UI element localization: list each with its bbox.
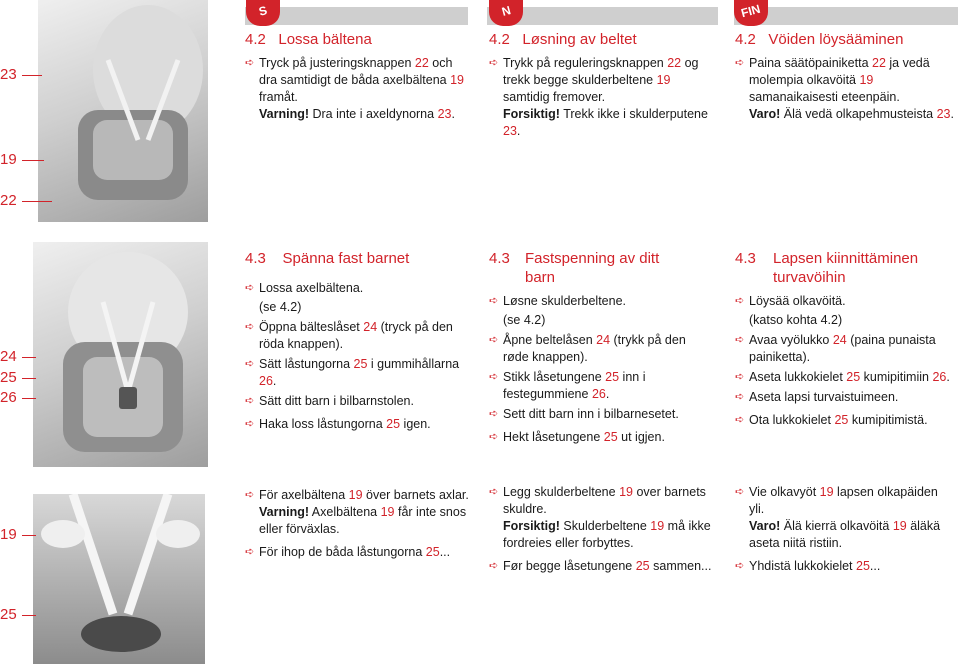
section-42-fi-step-1: ➪ Paina säätöpainiketta 22 ja vedä molempia olkavöitä 19 samanaikaisesti eteenpäin.: [735, 55, 955, 106]
callout-25: 25: [0, 369, 17, 386]
section-43-sv-step-3: ➪ Sätt låstungorna 25 i gummihållarna 26.: [245, 356, 470, 390]
section-43-sv-ref: (se 4.2): [259, 300, 302, 314]
callout-19: 19: [0, 151, 17, 168]
lang-tab-no: N: [489, 0, 523, 26]
section-43-no-title: 4.3 Fastspenning av ditt barn: [489, 250, 660, 286]
section-43-fi-step-4: ➪ Aseta lapsi turvaistuimeen.: [735, 389, 955, 406]
section-43-fi-step-2: ➪ Avaa vyölukko 24 (paina punaista painiketta).: [735, 332, 955, 366]
callout-line-24: [22, 357, 36, 358]
section-43-no-ref: (se 4.2): [503, 313, 546, 327]
callout-24: 24: [0, 348, 17, 365]
section-42-fi-warning: Varo! Älä vedä olkapehmusteista 23.: [749, 107, 954, 121]
section-43-no-step-5: ➪ Hekt låsetungene 25 ut igjen.: [489, 429, 714, 446]
section-44-no: [489, 484, 714, 577]
section-43-sv: [245, 249, 470, 435]
callout-line-19-bottom: [22, 535, 36, 536]
section-43-fi-ref: (katso kohta 4.2): [749, 313, 843, 327]
section-44-sv-step-2: ➪ För ihop de båda låstungorna 25...: [245, 544, 470, 561]
section-44-fi-warning: Varo! Älä kierrä olkavöitä 19 äläkä aseta niitä ristiin.: [749, 519, 941, 550]
section-42-no-title: 4.2 Løsning av beltet: [489, 31, 637, 48]
callout-line-25: [22, 378, 36, 379]
section-43-no: [489, 249, 714, 448]
section-43-fi-step-1: ➪ Löysää olkavöitä.: [735, 293, 955, 310]
section-43-fi-step-5: ➪ Ota lukkokielet 25 kumipitimistä.: [735, 412, 955, 429]
section-44-fi: [735, 484, 955, 577]
section-42-fi-title: 4.2 Vöiden löysääminen: [735, 31, 904, 48]
section-44-sv-step-1: ➪ För axelbältena 19 över barnets axlar.: [245, 487, 470, 504]
section-44-sv-warning: Varning! Axelbältena 19 får inte snos eller förväxlas.: [259, 505, 467, 536]
photo-shoulder-belts: [33, 494, 205, 664]
photo-loosen-belts: [38, 0, 208, 222]
section-42-sv-step-1: ➪ Tryck på justeringsknappen 22 och dra samtidigt de båda axelbältena 19 framåt.: [245, 55, 470, 106]
section-44-no-step-1: ➪ Legg skulderbeltene 19 over barnets skuldre.: [489, 484, 714, 518]
section-42-sv: [245, 30, 470, 126]
section-43-sv-step-2: ➪ Öppna bälteslåset 24 (tryck på den röda knappen).: [245, 319, 470, 353]
section-43-sv-title: 4.3 Spänna fast barnet: [245, 250, 410, 267]
section-43-fi: [735, 249, 955, 431]
callout-23: 23: [0, 66, 17, 83]
section-43-fi-step-3: ➪ Aseta lukkokielet 25 kumipitimiin 26.: [735, 369, 955, 386]
lang-tab-sv: S: [246, 0, 280, 26]
section-43-no-step-2: ➪ Åpne beltelåsen 24 (trykk på den røde knappen).: [489, 332, 714, 366]
callout-line-26: [22, 398, 36, 399]
section-44-fi-step-1: ➪ Vie olkavyöt 19 lapsen olkapäiden yli.: [735, 484, 955, 518]
section-44-no-warning: Forsiktig! Skulderbeltene 19 må ikke fordreies eller forbyttes.: [503, 519, 711, 550]
callout-25-bottom: 25: [0, 606, 17, 623]
section-44-fi-step-2: ➪ Yhdistä lukkokielet 25...: [735, 558, 955, 575]
photo-fasten-child: [33, 242, 208, 467]
section-43-sv-step-4: ➪ Sätt ditt barn i bilbarnstolen.: [245, 393, 470, 410]
section-43-sv-step-1: ➪ Lossa axelbältena.: [245, 280, 470, 297]
section-44-no-step-2: ➪ Før begge låsetungene 25 sammen...: [489, 558, 714, 575]
section-43-fi-title: 4.3 Lapsen kiinnittäminen turvavöihin: [735, 250, 919, 286]
section-43-no-step-4: ➪ Sett ditt barn inn i bilbarnesetet.: [489, 406, 714, 423]
section-43-no-step-3: ➪ Stikk låsetungene 25 inn i festegummiene 26.: [489, 369, 714, 403]
section-42-sv-title: 4.2 Lossa bältena: [245, 31, 372, 48]
callout-line-22: [22, 201, 52, 202]
callout-22: 22: [0, 192, 17, 209]
callout-line-25-bottom: [22, 615, 36, 616]
shoulder-belt-illustration: [33, 494, 205, 664]
car-seat-buckle-illustration: [33, 242, 208, 467]
section-42-fi: [735, 30, 955, 126]
section-42-no-step-1: ➪ Trykk på reguleringsknappen 22 og trekk begge skulderbeltene 19 samtidig fremover.: [489, 55, 714, 106]
callout-19-bottom: 19: [0, 526, 17, 543]
car-seat-illustration: [38, 0, 208, 222]
callout-line-19: [22, 160, 44, 161]
section-42-sv-warning: Varning! Dra inte i axeldynorna 23.: [259, 107, 455, 121]
section-42-no-warning: Forsiktig! Trekk ikke i skulderputene 23.: [503, 107, 708, 138]
callout-26: 26: [0, 389, 17, 406]
section-44-sv: [245, 487, 470, 563]
section-43-sv-step-5: ➪ Haka loss låstungorna 25 igen.: [245, 416, 470, 433]
callout-line-23: [22, 75, 42, 76]
lang-tab-fi: FIN: [734, 0, 768, 26]
section-43-no-step-1: ➪ Løsne skulderbeltene.: [489, 293, 714, 310]
section-42-no: [489, 30, 714, 143]
